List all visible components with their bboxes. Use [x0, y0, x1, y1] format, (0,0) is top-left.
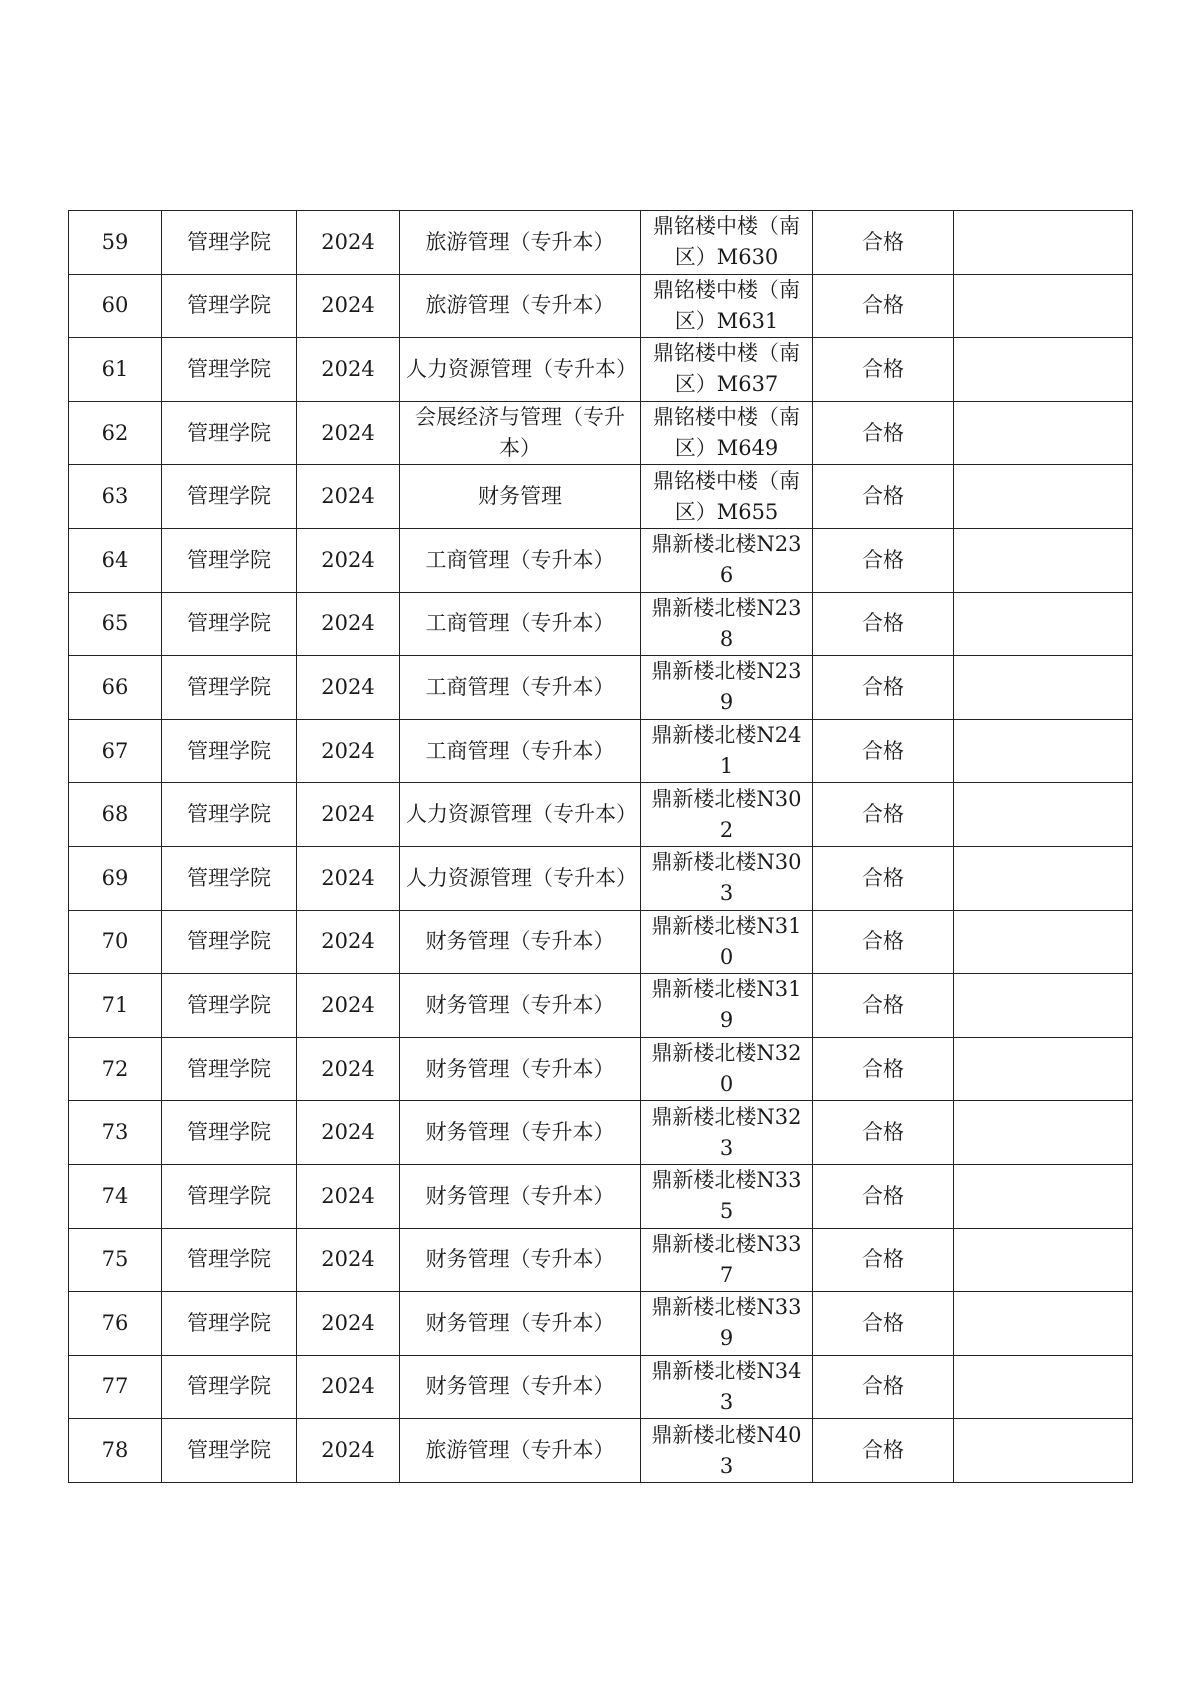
major-cell-text: 人力资源管理（专升本） — [406, 802, 637, 827]
table-row — [69, 1292, 1133, 1356]
row-number-cell-text: 72 — [101, 1056, 129, 1081]
major-cell-text: 工商管理（专升本） — [425, 547, 615, 572]
major-cell — [400, 974, 641, 1038]
college-cell — [162, 1101, 297, 1165]
year-cell — [297, 211, 400, 275]
row-number-cell-text: 70 — [101, 929, 129, 954]
result-cell-text: 合格 — [862, 1120, 904, 1145]
year-cell — [297, 719, 400, 783]
year-cell — [297, 1101, 400, 1165]
major-cell-text: 旅游管理（专升本） — [425, 1438, 615, 1463]
year-cell — [297, 1228, 400, 1292]
year-cell — [297, 274, 400, 338]
note-cell — [954, 465, 1133, 529]
table-row — [69, 974, 1133, 1038]
room-cell-text: 鼎新楼北楼N337 — [651, 1231, 802, 1287]
room-cell-text: 鼎新楼北楼N339 — [651, 1295, 802, 1351]
major-cell-text: 财务管理（专升本） — [425, 1183, 615, 1208]
row-number-cell-text: 76 — [101, 1310, 129, 1335]
result-cell — [813, 528, 954, 592]
note-cell — [954, 528, 1133, 592]
year-cell — [297, 846, 400, 910]
major-cell — [400, 1164, 641, 1228]
result-cell-text: 合格 — [862, 420, 904, 445]
major-cell-text: 财务管理（专升本） — [425, 1247, 615, 1272]
result-cell-text: 合格 — [862, 865, 904, 890]
major-cell — [400, 1355, 641, 1419]
year-cell — [297, 1355, 400, 1419]
college-cell — [162, 846, 297, 910]
row-number-cell — [69, 910, 162, 974]
college-cell — [162, 401, 297, 465]
result-cell-text: 合格 — [862, 738, 904, 763]
year-cell-text: 2024 — [321, 356, 375, 381]
college-cell-text: 管理学院 — [187, 865, 271, 890]
college-cell-text: 管理学院 — [187, 992, 271, 1017]
room-cell — [641, 211, 813, 275]
major-cell-text: 工商管理（专升本） — [425, 738, 615, 763]
row-number-cell-text: 60 — [101, 293, 129, 318]
major-cell — [400, 274, 641, 338]
major-cell-text: 人力资源管理（专升本） — [406, 865, 637, 890]
row-number-cell-text: 66 — [101, 674, 129, 699]
table-row — [69, 846, 1133, 910]
row-number-cell — [69, 528, 162, 592]
note-cell — [954, 211, 1133, 275]
year-cell-text: 2024 — [321, 547, 375, 572]
row-number-cell — [69, 465, 162, 529]
room-cell-text: 鼎铭楼中楼（南区）M630 — [653, 214, 800, 270]
college-cell-text: 管理学院 — [187, 1056, 271, 1081]
college-cell — [162, 1228, 297, 1292]
result-cell — [813, 910, 954, 974]
table-row — [69, 656, 1133, 720]
note-cell — [954, 1164, 1133, 1228]
major-cell-text: 工商管理（专升本） — [425, 674, 615, 699]
year-cell — [297, 910, 400, 974]
row-number-cell — [69, 846, 162, 910]
result-cell-text: 合格 — [862, 356, 904, 381]
major-cell-text: 财务管理 — [478, 484, 562, 509]
result-cell-text: 合格 — [862, 229, 904, 254]
result-cell-text: 合格 — [862, 611, 904, 636]
college-cell-text: 管理学院 — [187, 356, 271, 381]
college-cell — [162, 656, 297, 720]
note-cell — [954, 974, 1133, 1038]
year-cell-text: 2024 — [321, 738, 375, 763]
college-cell — [162, 1292, 297, 1356]
table-row — [69, 910, 1133, 974]
row-number-cell — [69, 974, 162, 1038]
year-cell-text: 2024 — [321, 1247, 375, 1272]
room-cell — [641, 274, 813, 338]
result-cell-text: 合格 — [862, 1056, 904, 1081]
year-cell — [297, 1292, 400, 1356]
major-cell-text: 财务管理（专升本） — [425, 992, 615, 1017]
college-cell-text: 管理学院 — [187, 547, 271, 572]
college-cell-text: 管理学院 — [187, 929, 271, 954]
result-cell-text: 合格 — [862, 1374, 904, 1399]
table-body — [69, 211, 1133, 1483]
row-number-cell-text: 62 — [101, 420, 129, 445]
college-cell — [162, 974, 297, 1038]
year-cell — [297, 656, 400, 720]
room-cell-text: 鼎新楼北楼N323 — [651, 1104, 802, 1160]
row-number-cell — [69, 1037, 162, 1101]
result-cell-text: 合格 — [862, 547, 904, 572]
row-number-cell-text: 59 — [101, 229, 129, 254]
year-cell — [297, 465, 400, 529]
college-cell — [162, 465, 297, 529]
result-cell-text: 合格 — [862, 293, 904, 318]
table-row — [69, 719, 1133, 783]
row-number-cell — [69, 1164, 162, 1228]
room-cell — [641, 1037, 813, 1101]
major-cell — [400, 401, 641, 465]
major-cell-text: 旅游管理（专升本） — [425, 293, 615, 318]
year-cell — [297, 401, 400, 465]
row-number-cell-text: 67 — [101, 738, 129, 763]
result-cell-text: 合格 — [862, 1247, 904, 1272]
row-number-cell — [69, 1292, 162, 1356]
room-cell-text: 鼎新楼北楼N236 — [651, 532, 802, 588]
major-cell — [400, 1419, 641, 1483]
college-cell — [162, 338, 297, 402]
result-cell — [813, 1037, 954, 1101]
row-number-cell — [69, 719, 162, 783]
row-number-cell-text: 75 — [101, 1247, 129, 1272]
result-cell — [813, 656, 954, 720]
note-cell — [954, 338, 1133, 402]
row-number-cell — [69, 1419, 162, 1483]
table-row — [69, 1101, 1133, 1165]
major-cell — [400, 1292, 641, 1356]
row-number-cell — [69, 274, 162, 338]
major-cell — [400, 656, 641, 720]
row-number-cell-text: 61 — [101, 356, 129, 381]
result-cell-text: 合格 — [862, 929, 904, 954]
year-cell-text: 2024 — [321, 229, 375, 254]
room-cell — [641, 1419, 813, 1483]
room-cell — [641, 656, 813, 720]
college-cell-text: 管理学院 — [187, 420, 271, 445]
room-cell — [641, 592, 813, 656]
table-row — [69, 1355, 1133, 1419]
year-cell-text: 2024 — [321, 1374, 375, 1399]
college-cell-text: 管理学院 — [187, 1438, 271, 1463]
table-row — [69, 465, 1133, 529]
year-cell-text: 2024 — [321, 293, 375, 318]
year-cell — [297, 592, 400, 656]
year-cell-text: 2024 — [321, 674, 375, 699]
note-cell — [954, 910, 1133, 974]
college-cell-text: 管理学院 — [187, 1120, 271, 1145]
row-number-cell — [69, 656, 162, 720]
row-number-cell — [69, 338, 162, 402]
result-cell — [813, 592, 954, 656]
result-cell-text: 合格 — [862, 802, 904, 827]
result-cell — [813, 465, 954, 529]
college-cell-text: 管理学院 — [187, 1310, 271, 1335]
college-cell — [162, 719, 297, 783]
major-cell — [400, 528, 641, 592]
room-cell-text: 鼎铭楼中楼（南区）M637 — [653, 341, 800, 397]
college-cell-text: 管理学院 — [187, 738, 271, 763]
college-cell — [162, 211, 297, 275]
major-cell-text: 人力资源管理（专升本） — [406, 356, 637, 381]
note-cell — [954, 846, 1133, 910]
major-cell-text: 旅游管理（专升本） — [425, 229, 615, 254]
result-cell — [813, 846, 954, 910]
room-cell — [641, 465, 813, 529]
result-cell — [813, 1228, 954, 1292]
note-cell — [954, 1228, 1133, 1292]
major-cell-text: 财务管理（专升本） — [425, 929, 615, 954]
room-cell — [641, 846, 813, 910]
note-cell — [954, 274, 1133, 338]
result-cell — [813, 1419, 954, 1483]
result-cell-text: 合格 — [862, 1183, 904, 1208]
major-cell-text: 工商管理（专升本） — [425, 611, 615, 636]
room-cell-text: 鼎新楼北楼N403 — [651, 1422, 802, 1478]
college-cell — [162, 1037, 297, 1101]
note-cell — [954, 592, 1133, 656]
room-cell — [641, 1355, 813, 1419]
room-cell — [641, 783, 813, 847]
college-cell — [162, 1164, 297, 1228]
row-number-cell — [69, 783, 162, 847]
college-cell-text: 管理学院 — [187, 1183, 271, 1208]
row-number-cell-text: 69 — [101, 865, 129, 890]
college-cell — [162, 592, 297, 656]
room-cell-text: 鼎新楼北楼N320 — [651, 1041, 802, 1097]
major-cell — [400, 592, 641, 656]
row-number-cell-text: 64 — [101, 547, 129, 572]
year-cell-text: 2024 — [321, 484, 375, 509]
room-cell — [641, 401, 813, 465]
year-cell-text: 2024 — [321, 611, 375, 636]
note-cell — [954, 719, 1133, 783]
row-number-cell — [69, 1101, 162, 1165]
result-cell — [813, 974, 954, 1038]
college-cell-text: 管理学院 — [187, 293, 271, 318]
room-cell-text: 鼎新楼北楼N239 — [651, 659, 802, 715]
college-cell — [162, 274, 297, 338]
result-cell-text: 合格 — [862, 484, 904, 509]
result-cell — [813, 274, 954, 338]
table-row — [69, 1228, 1133, 1292]
row-number-cell-text: 65 — [101, 611, 129, 636]
year-cell — [297, 1037, 400, 1101]
major-cell-text: 财务管理（专升本） — [425, 1120, 615, 1145]
room-cell-text: 鼎新楼北楼N303 — [651, 850, 802, 906]
major-cell — [400, 1228, 641, 1292]
room-cell — [641, 1101, 813, 1165]
table-row — [69, 1037, 1133, 1101]
room-cell-text: 鼎铭楼中楼（南区）M631 — [653, 277, 800, 333]
row-number-cell-text: 68 — [101, 802, 129, 827]
year-cell-text: 2024 — [321, 1438, 375, 1463]
year-cell — [297, 974, 400, 1038]
year-cell-text: 2024 — [321, 865, 375, 890]
college-cell-text: 管理学院 — [187, 611, 271, 636]
result-cell — [813, 783, 954, 847]
major-cell — [400, 783, 641, 847]
year-cell-text: 2024 — [321, 1310, 375, 1335]
room-cell-text: 鼎新楼北楼N319 — [651, 977, 802, 1033]
year-cell — [297, 1164, 400, 1228]
result-cell — [813, 211, 954, 275]
result-cell-text: 合格 — [862, 1310, 904, 1335]
college-cell-text: 管理学院 — [187, 484, 271, 509]
major-cell — [400, 338, 641, 402]
year-cell — [297, 528, 400, 592]
row-number-cell-text: 77 — [101, 1374, 129, 1399]
room-cell — [641, 1228, 813, 1292]
year-cell-text: 2024 — [321, 1183, 375, 1208]
room-cell — [641, 1164, 813, 1228]
room-cell — [641, 528, 813, 592]
room-cell — [641, 1292, 813, 1356]
room-cell-text: 鼎新楼北楼N335 — [651, 1168, 802, 1224]
note-cell — [954, 783, 1133, 847]
result-cell-text: 合格 — [862, 674, 904, 699]
row-number-cell — [69, 211, 162, 275]
row-number-cell — [69, 592, 162, 656]
table-row — [69, 274, 1133, 338]
major-cell — [400, 910, 641, 974]
table-row — [69, 211, 1133, 275]
note-cell — [954, 1355, 1133, 1419]
row-number-cell — [69, 1355, 162, 1419]
result-cell — [813, 338, 954, 402]
year-cell-text: 2024 — [321, 929, 375, 954]
row-number-cell-text: 78 — [101, 1438, 129, 1463]
major-cell-text: 财务管理（专升本） — [425, 1310, 615, 1335]
major-cell-text: 财务管理（专升本） — [425, 1374, 615, 1399]
college-cell-text: 管理学院 — [187, 1247, 271, 1272]
table-row — [69, 783, 1133, 847]
college-cell-text: 管理学院 — [187, 1374, 271, 1399]
room-cell-text: 鼎新楼北楼N241 — [651, 723, 802, 779]
row-number-cell-text: 71 — [101, 992, 129, 1017]
major-cell — [400, 846, 641, 910]
college-cell — [162, 783, 297, 847]
table-row — [69, 1419, 1133, 1483]
note-cell — [954, 1037, 1133, 1101]
college-cell — [162, 1419, 297, 1483]
row-number-cell-text: 63 — [101, 484, 129, 509]
major-cell-text: 会展经济与管理（专升本） — [415, 405, 625, 461]
year-cell — [297, 783, 400, 847]
room-cell — [641, 719, 813, 783]
table-row — [69, 592, 1133, 656]
row-number-cell — [69, 1228, 162, 1292]
major-cell-text: 财务管理（专升本） — [425, 1056, 615, 1081]
year-cell — [297, 338, 400, 402]
room-cell-text: 鼎新楼北楼N343 — [651, 1358, 802, 1414]
college-cell — [162, 528, 297, 592]
college-cell-text: 管理学院 — [187, 802, 271, 827]
table-row — [69, 338, 1133, 402]
year-cell-text: 2024 — [321, 992, 375, 1017]
major-cell — [400, 1101, 641, 1165]
year-cell-text: 2024 — [321, 420, 375, 445]
result-cell-text: 合格 — [862, 1438, 904, 1463]
college-cell-text: 管理学院 — [187, 674, 271, 699]
college-cell — [162, 910, 297, 974]
college-cell — [162, 1355, 297, 1419]
year-cell-text: 2024 — [321, 802, 375, 827]
major-cell — [400, 211, 641, 275]
result-cell — [813, 1292, 954, 1356]
table-row — [69, 528, 1133, 592]
result-cell — [813, 1355, 954, 1419]
result-cell — [813, 719, 954, 783]
row-number-cell-text: 74 — [101, 1183, 129, 1208]
room-cell-text: 鼎新楼北楼N238 — [651, 595, 802, 651]
note-cell — [954, 1101, 1133, 1165]
major-cell — [400, 465, 641, 529]
room-cell-text: 鼎铭楼中楼（南区）M649 — [653, 405, 800, 461]
note-cell — [954, 401, 1133, 465]
room-cell-text: 鼎新楼北楼N302 — [651, 786, 802, 842]
room-cell — [641, 910, 813, 974]
note-cell — [954, 1419, 1133, 1483]
college-cell-text: 管理学院 — [187, 229, 271, 254]
year-cell-text: 2024 — [321, 1120, 375, 1145]
result-cell — [813, 1101, 954, 1165]
room-cell-text: 鼎新楼北楼N310 — [651, 913, 802, 969]
result-cell-text: 合格 — [862, 992, 904, 1017]
year-cell-text: 2024 — [321, 1056, 375, 1081]
inspection-results-table — [68, 210, 1133, 1483]
note-cell — [954, 1292, 1133, 1356]
result-cell — [813, 401, 954, 465]
major-cell — [400, 719, 641, 783]
row-number-cell-text: 73 — [101, 1120, 129, 1145]
note-cell — [954, 656, 1133, 720]
year-cell — [297, 1419, 400, 1483]
result-cell — [813, 1164, 954, 1228]
room-cell — [641, 338, 813, 402]
row-number-cell — [69, 401, 162, 465]
room-cell — [641, 974, 813, 1038]
table-row — [69, 401, 1133, 465]
room-cell-text: 鼎铭楼中楼（南区）M655 — [653, 468, 800, 524]
table-row — [69, 1164, 1133, 1228]
major-cell — [400, 1037, 641, 1101]
